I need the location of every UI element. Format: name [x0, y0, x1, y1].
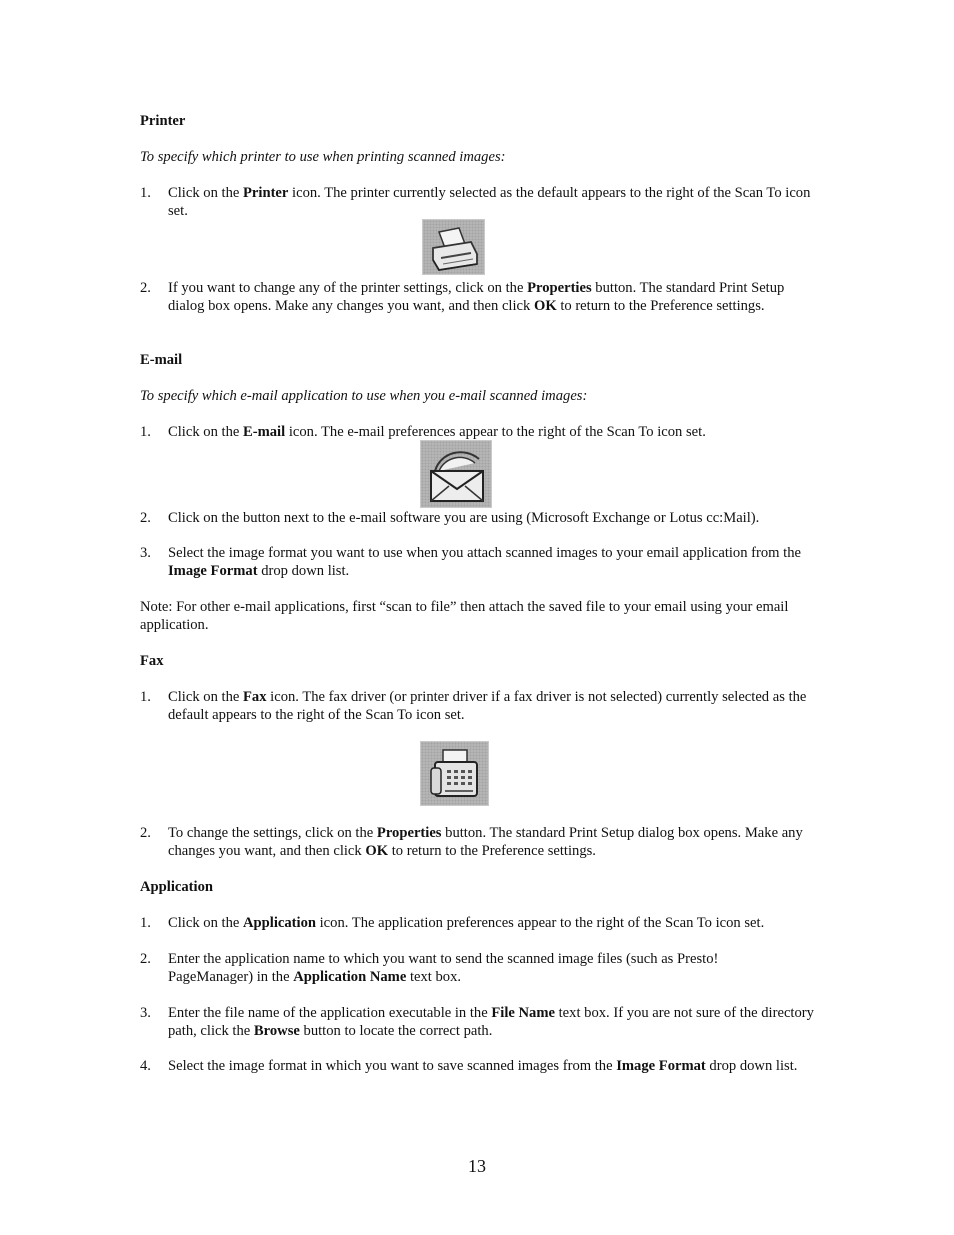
- section-heading-fax: Fax: [140, 653, 164, 669]
- envelope-icon: [420, 440, 492, 508]
- section-heading-email: E-mail: [140, 352, 183, 368]
- note-paragraph: Note: For other e-mail applications, first “scan to file” then attach the saved file to your email using your email application.: [140, 599, 789, 633]
- page-number: 13: [468, 1156, 486, 1176]
- section-heading-printer: Printer: [140, 113, 186, 129]
- section-intro-email: To specify which e-mail application to use when you e-mail scanned images:: [140, 388, 588, 404]
- section-heading-application: Application: [140, 879, 213, 895]
- section-intro-printer: To specify which printer to use when printing scanned images:: [140, 149, 506, 165]
- printer-icon: [422, 219, 485, 275]
- fax-icon: [420, 741, 489, 806]
